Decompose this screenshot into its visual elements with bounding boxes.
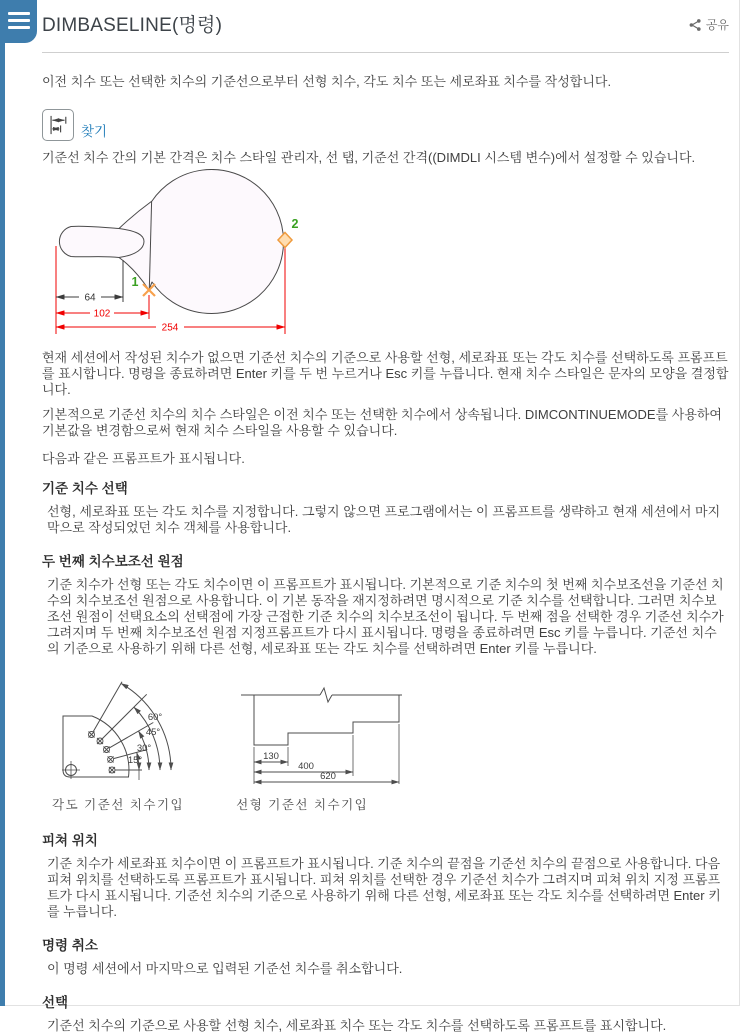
linear-baseline-figure: [236, 682, 406, 813]
dimension-label-620: 620: [320, 771, 337, 782]
share-icon: [688, 18, 702, 32]
linear-figure-caption: 선형 기준선 치수기입: [236, 798, 369, 812]
session-paragraph: 현재 세션에서 작성된 치수가 없으면 기준선 치수의 기준으로 사용할 선형, 세로좌표 또는 각도 치수를 선택하도록 프롬프트를 표시합니다. 명령을 종료하려면 Enter 키를 두 번 누르거나 Esc 키를 누릅니다. 현재 치수 스타일은 문자의 모양을 결정합니다.: [42, 350, 729, 397]
page-title: DIMBASELINE(명령): [42, 15, 223, 36]
section-heading-base-dimension: 기준 치수 선택: [42, 481, 128, 496]
section-heading-feature-location: 피쳐 위치: [42, 833, 98, 848]
share-label: 공유: [705, 18, 729, 32]
dimension-label-64: 64: [84, 292, 96, 304]
command-description: 이전 치수 또는 선택한 치수의 기준선으로부터 선형 치수, 각도 치수 또는 세로좌표 치수를 작성합니다.: [42, 74, 612, 89]
baseline-dimension-figure: [44, 169, 729, 344]
point-label-1: 1: [131, 275, 139, 289]
inherit-paragraph: 기본적으로 기준선 치수의 치수 스타일은 이전 치수 또는 선택한 치수에서 상속됩니다. DIMCONTINUEMODE를 사용하여 기본값을 변경함으로써 현재 치수 스타일을 사용할 수 있습니다.: [42, 407, 722, 438]
spacing-note: 기준선 치수 간의 기본 간격은 치수 스타일 관리자, 선 탭, 기준선 간격((DIMDLI 시스템 변수)에서 설정할 수 있습니다.: [42, 150, 696, 165]
angle-label-30: 30°: [136, 743, 152, 754]
section-text-second-extension-origin: 기준 치수가 선형 또는 각도 치수이면 이 프롬프트가 표시됩니다. 기본적으로 기준 치수의 첫 번째 치수보조선을 기준선 치수의 치수보조선 원점으로 사용합니다. 이 기본 동작을 재지정하려면 명시적으로 기준 치수를 선택합니다. 그러면 치수보조선 원점이 선택요소의 선택점에 가장 근접한 기준 치수의 치수보조선이 됩니다. 두 번째 점을 선택한 경우 기준선 치수가 그려지며 두 번째 치수보조선 원점 지정프롬프트가 다시 표시됩니다. 명령을 종료하려면 Esc 키를 누릅니다. 기준선 치수의 기준으로 사용하기 위해 다른 선형, 세로좌표 또는 각도 치수를 선택하려면 Enter 키를 누릅니다.: [47, 577, 724, 656]
share-button[interactable]: [688, 16, 729, 33]
example-figures: [52, 673, 729, 813]
section-heading-undo: 명령 취소: [42, 938, 98, 953]
page-header: [42, 0, 729, 42]
section-text-undo: 이 명령 세션에서 마지막으로 입력된 기준선 치수를 취소합니다.: [47, 961, 403, 976]
find-link[interactable]: 찾기: [81, 123, 108, 139]
angle-label-60: 60°: [147, 712, 163, 723]
section-heading-select: 선택: [42, 995, 69, 1010]
prompts-intro-paragraph: 다음과 같은 프롬프트가 표시됩니다.: [42, 451, 245, 466]
point-label-2: 2: [291, 217, 299, 231]
dimension-label-400: 400: [298, 761, 315, 772]
section-text-select: 기준선 치수의 기준으로 사용할 선형 치수, 세로좌표 치수 또는 각도 치수를 선택하도록 프롬프트를 표시합니다.: [47, 1018, 667, 1033]
find-row: [42, 107, 729, 141]
header-divider: [42, 52, 729, 53]
dimension-label-254: 254: [161, 322, 179, 334]
dimension-label-130: 130: [263, 751, 280, 762]
dimension-label-102: 102: [93, 308, 111, 320]
section-heading-second-extension-origin: 두 번째 치수보조선 원점: [42, 554, 184, 569]
baseline-dimension-icon: [42, 109, 74, 141]
menu-button[interactable]: [0, 0, 37, 43]
angular-baseline-figure: [52, 673, 184, 813]
section-text-feature-location: 기준 치수가 세로좌표 치수이면 이 프롬프트가 표시됩니다. 기준 치수의 끝점을 기준선 치수의 끝점으로 사용합니다. 다음 피쳐 위치를 선택하도록 프롬프트가 표시됩니다. 피쳐 위치를 선택한 경우 기준선 치수가 그려지며 피쳐 위치 지정 프롬프트가 다시 표시됩니다. 기준선 치수의 기준으로 사용하기 위해 다른 선형, 세로좌표 또는 각도 치수를 선택하려면 Enter 키를 누릅니다.: [47, 856, 721, 919]
sidebar-edge: [0, 0, 5, 1006]
section-text-base-dimension: 선형, 세로좌표 또는 각도 치수를 지정합니다. 그렇지 않으면 프로그램에서는 이 프롬프트를 생략하고 현재 세션에서 마지막으로 작성되었던 치수 객체를 사용합니다.: [47, 504, 721, 535]
angular-figure-caption: 각도 기준선 치수기입: [52, 798, 185, 812]
main-content: [42, 0, 729, 1034]
angle-label-15: 15°: [127, 755, 143, 766]
angle-label-45: 45°: [145, 727, 161, 738]
